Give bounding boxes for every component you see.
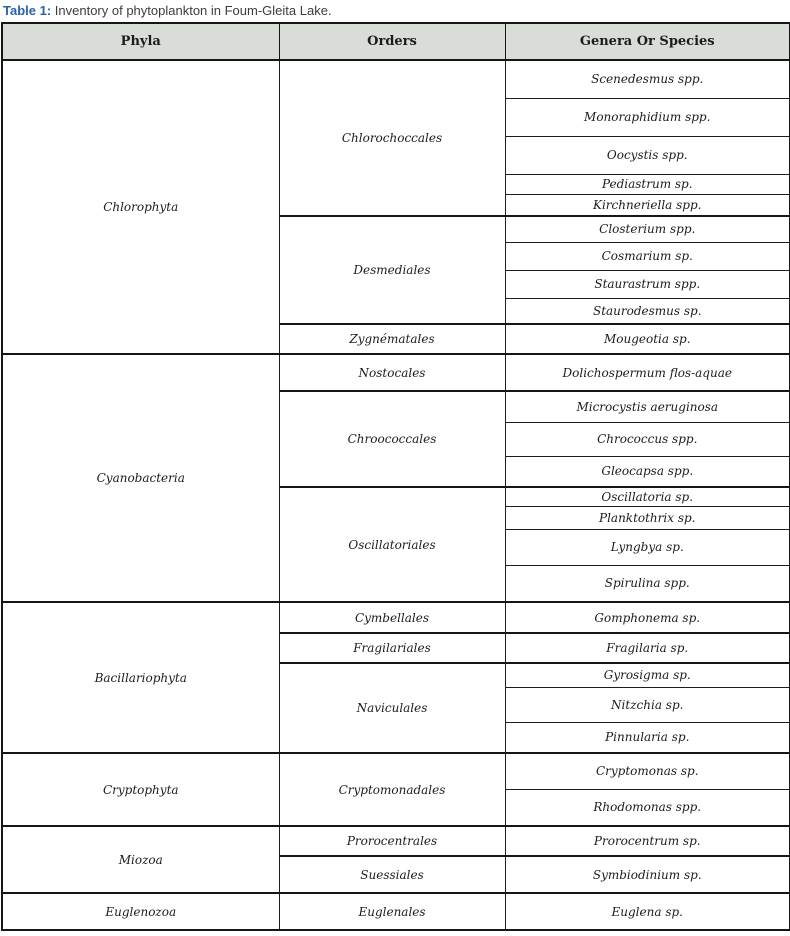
species-cell: Pediastrum sp. (505, 174, 790, 194)
order-cell: Fragilariales (279, 633, 505, 663)
species-cell: Oscillatoria sp. (505, 487, 790, 506)
phylum-cell: Cryptophyta (2, 753, 279, 826)
species-cell: Chrococcus spp. (505, 422, 790, 456)
species-cell: Staurodesmus sp. (505, 298, 790, 324)
order-cell: Oscillatoriales (279, 487, 505, 602)
species-cell: Spirulina spp. (505, 565, 790, 602)
species-cell: Symbiodinium sp. (505, 856, 790, 893)
phylum-cell: Bacillariophyta (2, 602, 279, 753)
table-row (2, 602, 790, 633)
species-cell: Cosmarium sp. (505, 242, 790, 270)
column-header-phyla: Phyla (2, 23, 279, 60)
species-cell: Microcystis aeruginosa (505, 391, 790, 422)
order-cell: Chroococcales (279, 391, 505, 487)
species-cell: Euglena sp. (505, 893, 790, 930)
species-cell: Lyngbya sp. (505, 529, 790, 565)
order-cell: Cymbellales (279, 602, 505, 633)
header-row (2, 23, 790, 60)
species-cell: Scenedesmus spp. (505, 60, 790, 98)
species-cell: Nitzchia sp. (505, 687, 790, 722)
species-cell: Closterium spp. (505, 216, 790, 242)
table-caption-text: Inventory of phytoplankton in Foum-Gleita Lake. (51, 3, 332, 18)
table-caption-label: Table 1: (3, 3, 52, 18)
table-row (2, 60, 790, 98)
table-caption (3, 3, 789, 19)
table-row (2, 753, 790, 789)
species-cell: Prorocentrum sp. (505, 826, 790, 856)
species-cell: Kirchneriella spp. (505, 194, 790, 216)
phylum-cell: Chlorophyta (2, 60, 279, 354)
species-cell: Dolichospermum flos-aquae (505, 354, 790, 391)
species-cell: Pinnularia sp. (505, 722, 790, 753)
order-cell: Nostocales (279, 354, 505, 391)
order-cell: Suessiales (279, 856, 505, 893)
phylum-cell: Miozoa (2, 826, 279, 893)
order-cell: Chlorochoccales (279, 60, 505, 216)
phytoplankton-inventory-table (1, 22, 790, 931)
order-cell: Prorocentrales (279, 826, 505, 856)
order-cell: Desmediales (279, 216, 505, 324)
species-cell: Staurastrum spp. (505, 270, 790, 298)
order-cell: Cryptomonadales (279, 753, 505, 826)
species-cell: Gleocapsa spp. (505, 456, 790, 487)
species-cell: Planktothrix sp. (505, 506, 790, 529)
species-cell: Gomphonema sp. (505, 602, 790, 633)
species-cell: Mougeotia sp. (505, 324, 790, 354)
phylum-cell: Cyanobacteria (2, 354, 279, 602)
column-header-genera-or-species: Genera Or Species (505, 23, 790, 60)
species-cell: Gyrosigma sp. (505, 663, 790, 687)
species-cell: Fragilaria sp. (505, 633, 790, 663)
order-cell: Naviculales (279, 663, 505, 753)
order-cell: Zygnématales (279, 324, 505, 354)
species-cell: Rhodomonas spp. (505, 789, 790, 826)
table-row (2, 893, 790, 930)
order-cell: Euglenales (279, 893, 505, 930)
species-cell: Cryptomonas sp. (505, 753, 790, 789)
table-row (2, 354, 790, 391)
phylum-cell: Euglenozoa (2, 893, 279, 930)
table-row (2, 826, 790, 856)
species-cell: Oocystis spp. (505, 136, 790, 174)
column-header-orders: Orders (279, 23, 505, 60)
species-cell: Monoraphidium spp. (505, 98, 790, 136)
